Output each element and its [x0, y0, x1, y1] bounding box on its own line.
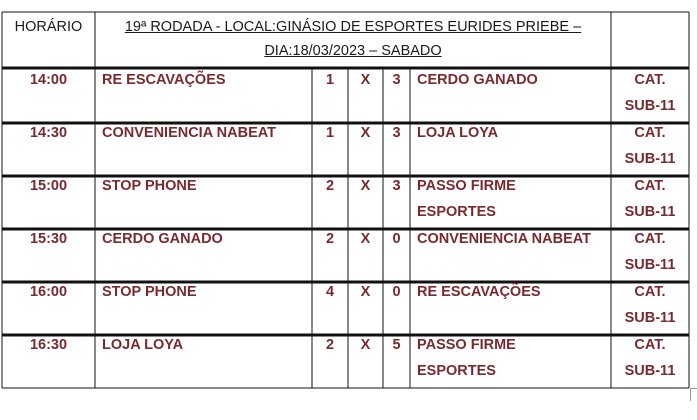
row-time: 15:30	[29, 231, 68, 247]
row-time: 14:30	[29, 125, 68, 141]
row-team-away: LOJA LOYA	[417, 125, 499, 141]
row-team-away: CONVENIENCIA NABEAT	[417, 231, 592, 247]
row-score-home: 2	[325, 231, 335, 247]
row-team-home: RE ESCAVAÇÕES	[102, 72, 226, 88]
row-category-age: SUB-11	[624, 151, 676, 167]
row-time: 14:00	[29, 72, 68, 88]
row-team-home: STOP PHONE	[102, 284, 197, 300]
row-category-age: SUB-11	[624, 310, 676, 326]
row-time: 15:00	[29, 178, 68, 194]
row-category-age: SUB-11	[624, 363, 676, 379]
row-team-away-line2: ESPORTES	[417, 204, 496, 220]
row-category-age: SUB-11	[624, 98, 676, 114]
row-category: CAT.	[634, 72, 666, 88]
row-score-away: 3	[392, 72, 401, 88]
row-score-away: 0	[392, 284, 401, 300]
row-category: CAT.	[634, 178, 666, 194]
page-corner-mark	[690, 388, 697, 401]
row-vs: X	[360, 125, 371, 141]
row-score-away: 3	[392, 178, 401, 194]
row-category: CAT.	[634, 231, 666, 247]
header-title-line2: DIA:18/03/2023 – SABADO	[264, 43, 442, 59]
row-score-home: 1	[325, 125, 335, 141]
row-category: CAT.	[634, 284, 666, 300]
row-vs: X	[360, 178, 371, 194]
row-vs: X	[360, 231, 371, 247]
row-category-age: SUB-11	[624, 204, 676, 220]
row-time: 16:30	[29, 337, 68, 353]
row-score-away: 3	[392, 125, 401, 141]
row-score-home: 1	[325, 72, 335, 88]
row-team-home: STOP PHONE	[102, 178, 197, 194]
row-team-home: CERDO GANADO	[102, 231, 223, 247]
row-score-home: 2	[325, 178, 335, 194]
row-team-home: LOJA LOYA	[102, 337, 184, 353]
row-category: CAT.	[634, 125, 666, 141]
row-score-away: 0	[392, 231, 401, 247]
row-time: 16:00	[29, 284, 68, 300]
row-team-away-line2: ESPORTES	[417, 363, 496, 379]
row-team-away: PASSO FIRME	[417, 178, 516, 194]
row-score-away: 5	[392, 337, 401, 353]
header-horario: HORÁRIO	[14, 19, 83, 35]
row-team-away: RE ESCAVAÇÕES	[417, 284, 541, 300]
row-category-age: SUB-11	[624, 257, 676, 273]
row-team-away: CERDO GANADO	[417, 72, 538, 88]
row-vs: X	[360, 284, 371, 300]
row-score-home: 2	[325, 337, 335, 353]
header-title-line1: 19ª RODADA - LOCAL:GINÁSIO DE ESPORTES EURIDES PRIEBE –	[124, 19, 582, 35]
row-team-away: PASSO FIRME	[417, 337, 516, 353]
row-vs: X	[360, 337, 371, 353]
row-team-home: CONVENIENCIA NABEAT	[102, 125, 277, 141]
row-category: CAT.	[634, 337, 666, 353]
row-score-home: 4	[325, 284, 335, 300]
row-vs: X	[360, 72, 371, 88]
